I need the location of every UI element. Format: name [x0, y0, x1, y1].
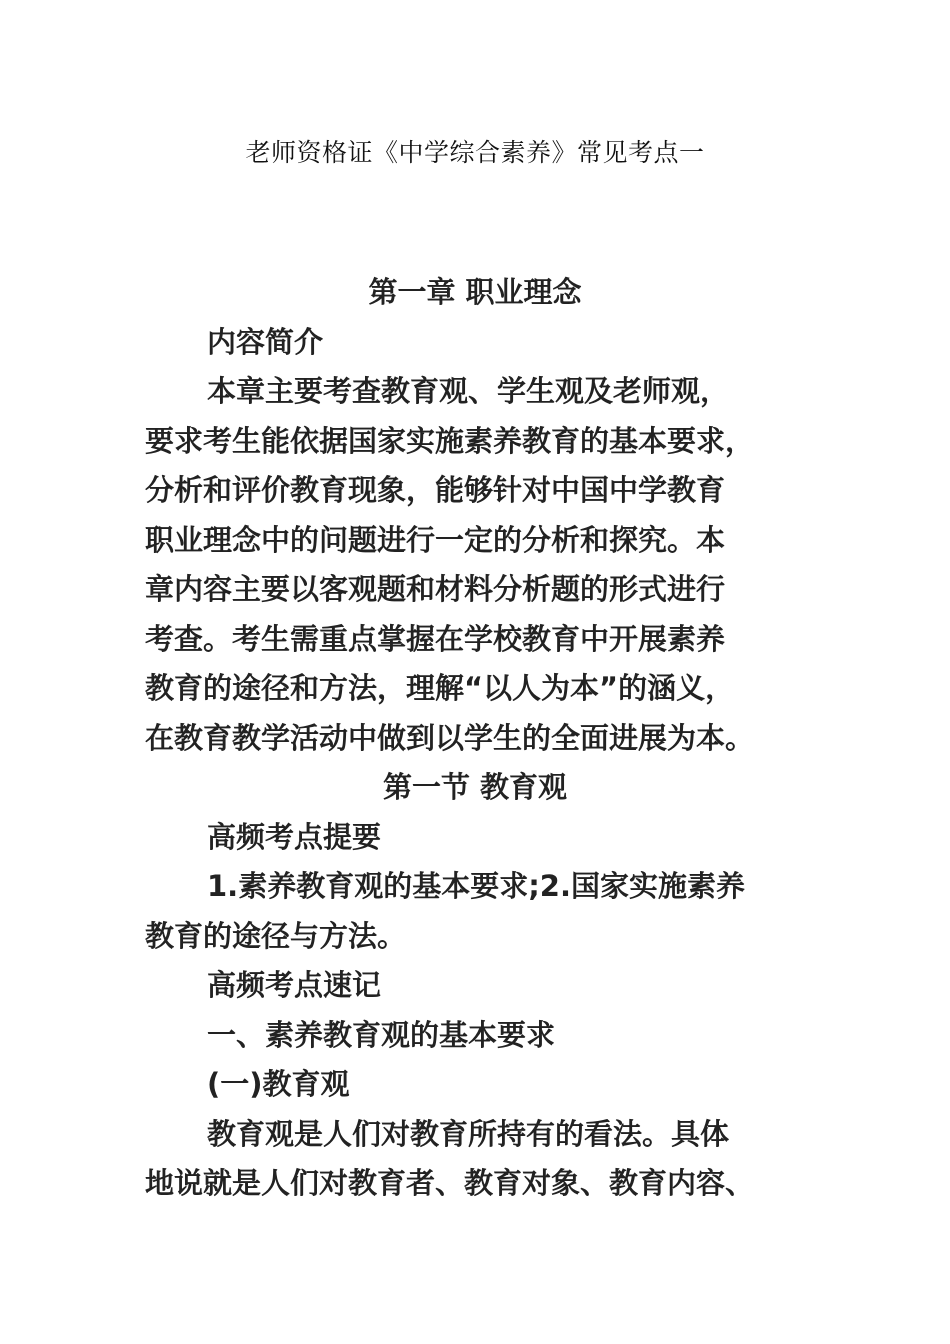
intro-heading: 内容简介 [207, 324, 324, 359]
intro-paragraph [145, 367, 805, 763]
subheading-basic-requirements: 一、素养教育观的基本要求 [207, 1017, 556, 1052]
intro-line: 教育的途径和方法，理解“以人为本”的涵义， [145, 671, 735, 705]
subheading-education-view: (一)教育观 [207, 1067, 350, 1101]
key-points-line: 1.素养教育观的基本要求;2.国家实施素养 [207, 869, 745, 903]
paragraph-line: 教育观是人们对教育所持有的看法。具体 [207, 1116, 730, 1151]
chapter-heading: 第一章 职业理念 [368, 275, 582, 309]
intro-line: 要求考生能依据国家实施素养教育的基本要求， [145, 423, 755, 458]
intro-line: 章内容主要以客观题和材料分析题的形式进行 [145, 572, 726, 606]
memo-heading: 高频考点速记 [207, 968, 382, 1002]
key-points-paragraph [145, 862, 805, 961]
intro-line: 考查。考生需重点掌握在学校教育中开展素养 [145, 621, 726, 656]
intro-line: 本章主要考查教育观、学生观及老师观， [207, 374, 730, 408]
key-points-line: 教育的途径与方法。 [145, 918, 407, 953]
intro-line: 在教育教学活动中做到以学生的全面进展为本。 [145, 720, 755, 755]
paragraph-line: 地说就是人们对教育者、教育对象、教育内容、 [145, 1166, 755, 1200]
education-view-paragraph [145, 1110, 805, 1209]
intro-line: 分析和评价教育现象，能够针对中国中学教育 [145, 473, 726, 507]
document-title: 老师资格证《中学综合素养》常见考点一 [245, 138, 705, 167]
intro-line: 职业理念中的问题进行一定的分析和探究。本 [145, 522, 726, 557]
key-points-heading: 高频考点提要 [207, 819, 382, 854]
section-heading: 第一节 教育观 [382, 770, 568, 804]
document-body [145, 268, 805, 1209]
